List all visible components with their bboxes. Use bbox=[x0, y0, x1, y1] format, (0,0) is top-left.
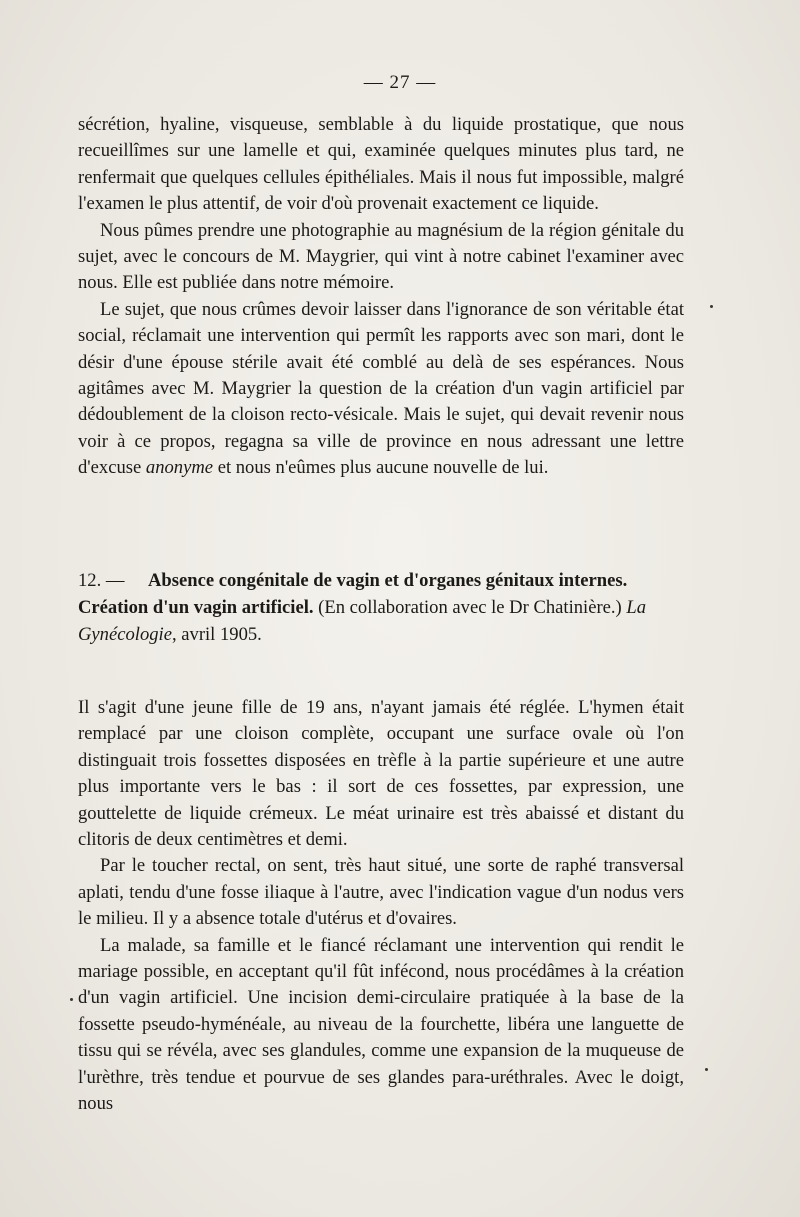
page-number: — 27 — bbox=[363, 72, 437, 93]
publication-date: , avril 1905. bbox=[171, 624, 262, 645]
text-block-section bbox=[78, 695, 684, 1118]
section-title: Absence congénitale de vagin et d'organes génitaux internes. Création d'un vagin artificiel. bbox=[78, 570, 628, 618]
paragraph: Par le toucher rectal, on sent, très haut situé, une sorte de raphé transversal aplati, tendu d'une fosse iliaque à l'autre, avec l'indication vague d'un nodus vers le milieu. Il y a absence totale d'utérus et d'ovaires. bbox=[78, 855, 684, 930]
section-heading bbox=[78, 567, 684, 648]
italic-word: anonyme bbox=[145, 457, 214, 479]
paragraph: Nous pûmes prendre une photographie au magnésium de la région génitale du sujet, avec le concours de M. Maygrier, qui vint à notre cabinet l'examiner avec nous. Elle est publiée dans notre mémoire. bbox=[78, 219, 684, 294]
journal-name: La Gynécologie bbox=[78, 597, 647, 645]
paragraph: sécrétion, hyaline, visqueuse, semblable à du liquide prostatique, que nous recueillîmes sur une lamelle et qui, examinée quelques minutes plus tard, ne renfermait que quelques cellules épithéliales. Mais il nous fut impossible, malgré l'examen le plus attentif, de voir d'où provenait exactement ce liquide. bbox=[78, 114, 684, 215]
margin-speck bbox=[710, 305, 713, 308]
paragraph: Il s'agit d'une jeune fille de 19 ans, n'ayant jamais été réglée. L'hymen était remplacé par une cloison complète, occupant une surface ovale où l'on distinguait trois fossettes disposées en trèfle à la partie supérieure et une autre plus importante vers le bas : il sort de ces fossettes, par expression, une gouttelette de liquide crémeux. Le méat urinaire est très abaissé et distant du clitoris de deux centimètres et demi. bbox=[78, 697, 684, 851]
margin-speck bbox=[70, 998, 73, 1001]
text-block-continuation bbox=[78, 112, 684, 482]
margin-speck bbox=[705, 1068, 708, 1071]
section-collaboration: (En collaboration avec le Dr Chatinière.) bbox=[318, 597, 622, 618]
section-number: 12. — bbox=[78, 570, 125, 591]
paragraph-text: et nous n'eûmes plus aucune nouvelle de lui. bbox=[217, 457, 549, 479]
paragraph: La malade, sa famille et le fiancé réclamant une intervention qui rendit le mariage possible, en acceptant qu'il fût infécond, nous procédâmes à la création d'un vagin artificiel. Une incision demi-circulaire pratiquée à la base de la fossette pseudo-hyménéale, au niveau de la fourchette, libéra une languette de tissu qui se révéla, avec ses glandules, comme une expansion de la muqueuse de l'urèthre, très tendue et pourvue de ses glandes para-uréthrales. Avec le doigt, nous bbox=[78, 934, 684, 1115]
paragraph-text: Le sujet, que nous crûmes devoir laisser dans l'ignorance de son véritable état social, réclamait une intervention qui permît les rapports avec son mari, dont le désir d'une épouse stérile avait été comblé au delà de ses espérances. Nous agitâmes avec M. Maygrier la question de la création d'un vagin artificiel par dédoublement de la cloison recto-vésicale. Mais le sujet, qui devait revenir nous voir à ce propos, regagna sa ville de province en nous adressant une lettre d'excuse bbox=[78, 298, 684, 479]
paragraph bbox=[78, 297, 684, 482]
